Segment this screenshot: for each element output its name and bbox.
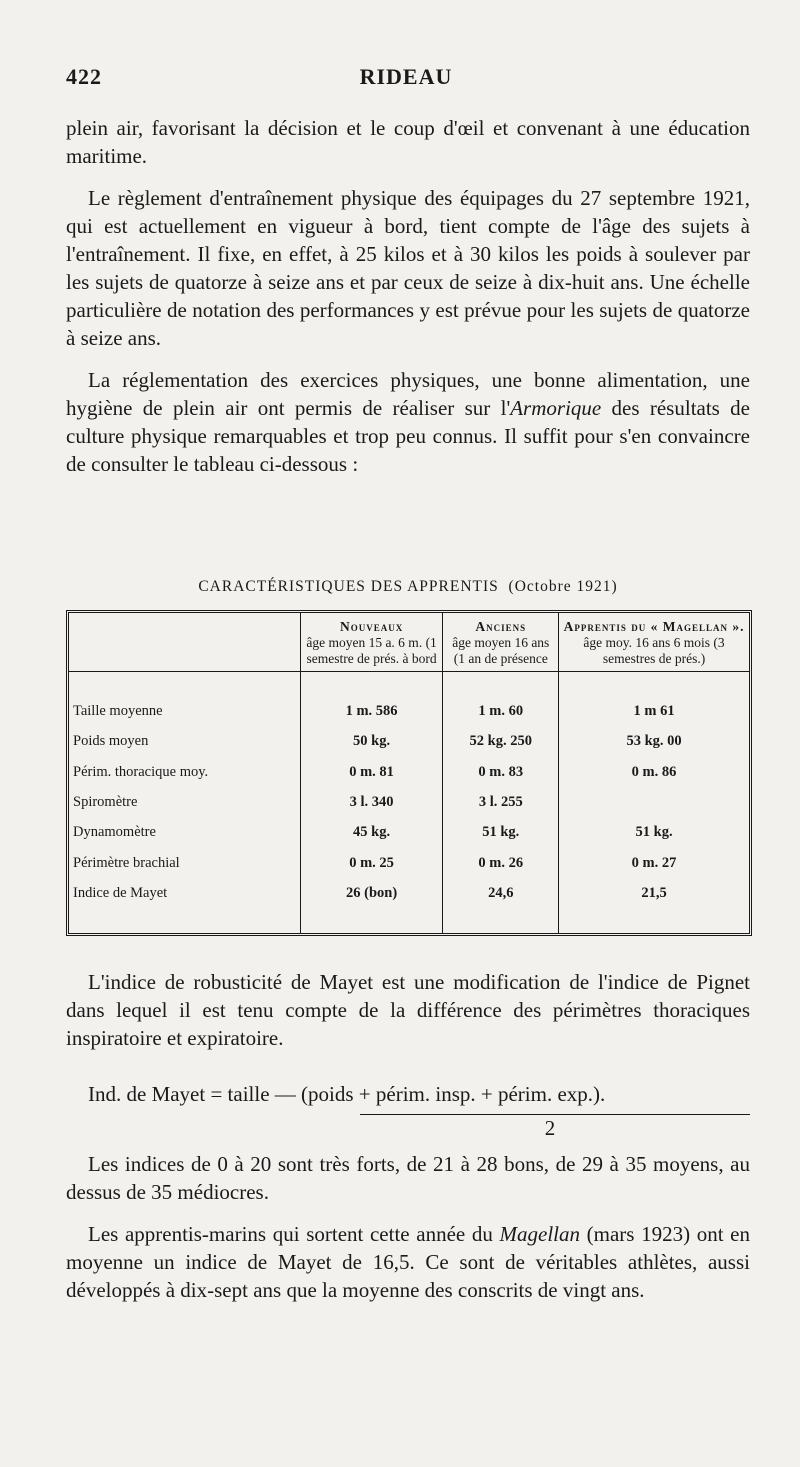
table-row: Périm. thoracique moy. 0 m. 81 0 m. 83 0 m. 86 bbox=[69, 757, 749, 787]
table-row: Indice de Mayet 26 (bon) 24,6 21,5 bbox=[69, 878, 749, 908]
ship-name-magellan: Magellan bbox=[499, 1222, 580, 1246]
table-caption-title: CARACTÉRISTIQUES DES APPRENTIS bbox=[198, 578, 499, 595]
intro-text bbox=[66, 114, 750, 492]
page-number: 422 bbox=[66, 64, 102, 89]
table-row: Spiromètre 3 l. 340 3 l. 255 bbox=[69, 787, 749, 817]
paragraph-3-end: des résultats de culture physique remarquables et trop peu connus. Il suffit pour s'en convaincre de consulter le tableau ci-dessous : bbox=[66, 396, 751, 476]
paragraph-1: plein air, favorisant la décision et le coup d'œil et convenant à une éducation maritime. bbox=[66, 116, 750, 168]
mayet-formula: Ind. de Mayet = taille — (poids + périm. insp. + périm. exp.). bbox=[88, 1082, 606, 1106]
table-row: Taille moyenne 1 m. 586 1 m. 60 1 m 61 bbox=[69, 696, 749, 726]
header-label-column bbox=[69, 613, 300, 672]
table-row: Dynamomètre 45 kg. 51 kg. 51 kg. bbox=[69, 818, 749, 848]
paragraph-2: Le règlement d'entraînement physique des équipages du 27 septembre 1921, qui est actuellement en vigueur à bord, tient compte de l'âge des sujets à l'entraînement. Il fixe, en effet, à 25 kilos et à 30 kilos les poids à soulever par les sujets de quatorze à seize ans et par ceux de seize à dix-huit ans. Une échelle particulière de notation des performances y est prévue pour les sujets de quatorze à seize ans. bbox=[66, 186, 750, 350]
paragraph-4: L'indice de robusticité de Mayet est une modification de l'indice de Pignet dans lequel il est tenu compte de la différence des périmètres thoraciques inspiratoire et expiratoire. bbox=[66, 970, 750, 1050]
table-caption bbox=[66, 578, 750, 596]
paragraph-3 bbox=[66, 366, 750, 478]
table-row: Poids moyen 50 kg. 52 kg. 250 53 kg. 00 bbox=[69, 727, 749, 757]
apprentices-table bbox=[66, 610, 752, 936]
table-header-row bbox=[69, 613, 749, 672]
header-nouveaux: Nouveaux âge moyen 15 a. 6 m. (1 semestre de prés. à bord bbox=[300, 613, 443, 672]
paragraph-6-start: Les apprentis-marins qui sortent cette année du bbox=[88, 1222, 500, 1246]
paragraph-3-start: La réglementation des exercices physiques, une bonne alimentation, une hygiène de plein air ont permis de réaliser sur l' bbox=[66, 368, 750, 420]
page-header bbox=[66, 58, 746, 94]
header-magellan: Apprentis du « Magellan ». âge moy. 16 ans 6 mois (3 semestres de prés.) bbox=[559, 613, 749, 672]
paragraph-5: Les indices de 0 à 20 sont très forts, de 21 à 28 bons, de 29 à 35 moyens, au dessus de 35 médiocres. bbox=[66, 1152, 750, 1204]
formula-fraction-bar bbox=[360, 1114, 750, 1115]
table-caption-date: (Octobre 1921) bbox=[508, 578, 618, 595]
paragraph-6-end: (mars 1923) ont en moyenne un indice de Mayet de 16,5. Ce sont de véritables athlètes, aussi développés à dix-sept ans que la moyenne des conscrits de vingt ans. bbox=[66, 1222, 750, 1302]
table-row: Périmètre brachial 0 m. 25 0 m. 26 0 m. 27 bbox=[69, 848, 749, 878]
header-anciens: Anciens âge moyen 16 ans (1 an de présence bbox=[443, 613, 559, 672]
formula-denominator: 2 bbox=[544, 1116, 556, 1140]
paragraph-6 bbox=[66, 1220, 750, 1304]
running-title: RIDEAU bbox=[359, 64, 453, 89]
mayet-definition bbox=[66, 968, 750, 1066]
ship-name-armorique: Armorique bbox=[510, 396, 602, 420]
closing-text bbox=[66, 1150, 750, 1318]
